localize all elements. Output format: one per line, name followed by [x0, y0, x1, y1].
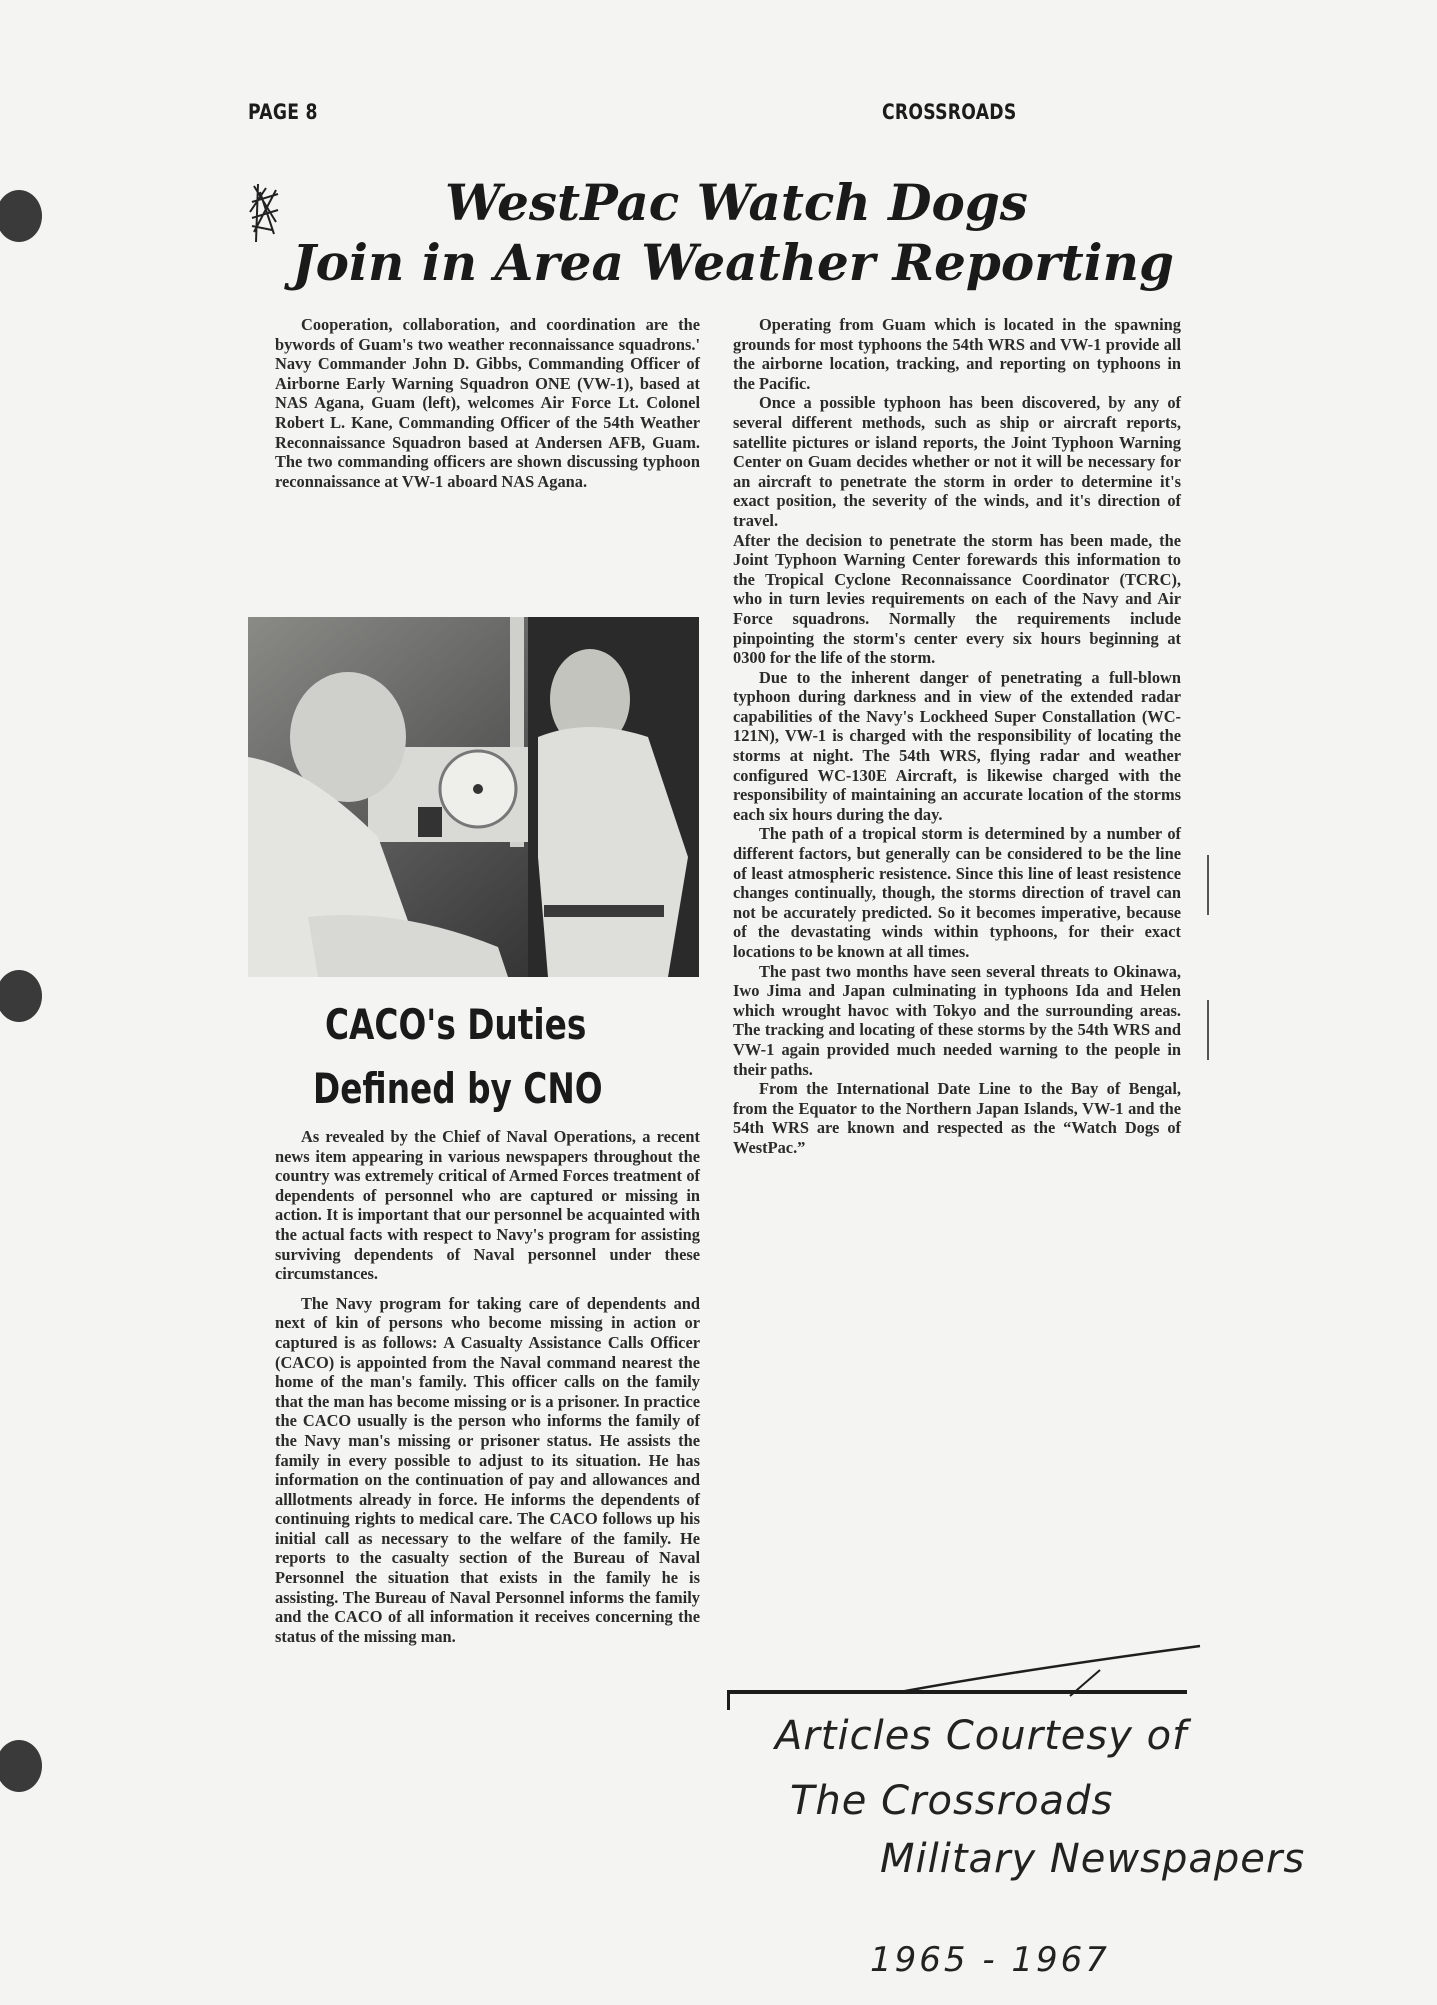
headline-line-2: Join in Area Weather Reporting	[292, 233, 1174, 292]
scribble-mark-icon	[248, 182, 282, 252]
margin-mark	[1207, 855, 1209, 915]
article-paragraph: The past two months have seen several threats to Okinawa, Iwo Jima and Japan culminating in typhoons Ida and Helen which wrought havoc with Tokyo and the surrounding areas. The tracking and locating of these storms by the 54th WRS and VW-1 again provided much needed warning to the people in their paths.	[733, 961, 1181, 1079]
article-paragraph: As revealed by the Chief of Naval Operations, a recent news item appearing in various newspapers throughout the country was extremely critical of Armed Forces treatment of dependents of personnel who are captured or missing in action. It is important that our personnel be acquainted with the actual facts with respect to Navy's program for assisting surviving dependents of Naval personnel under these circumstances.	[275, 1127, 700, 1284]
photo-caption: Cooperation, collaboration, and coordination are the bywords of Guam's two weather reconnaissance squadrons.' Navy Commander John D. Gibbs, Commanding Officer of Airborne Early Warning Squadron ONE (VW-1), based at NAS Agana, Guam (left), welcomes Air Force Lt. Colonel Robert L. Kane, Commanding Officer of the 54th Weather Reconnaissance Squadron based at Andersen AFB, Guam. The two commanding officers are shown discussing typhoon reconnaissance at VW-1 aboard NAS Agana.	[275, 315, 700, 491]
handwritten-note-line-2: The Crossroads	[790, 1778, 1114, 1824]
page-number: PAGE 8	[248, 100, 318, 124]
article-paragraph: The Navy program for taking care of dependents and next of kin of persons who become missing in action or captured is as follows: A Casualty Assistance Calls Officer (CACO) is appointed from the Naval command nearest the home of the man's family. This officer calls on the family that the man has become missing or is a prisoner. In practice the CACO usually is the person who informs the family of the Navy man's missing or prisoner status. He assists the family in every possible to adjust to its situation. He has information on the continuation of pay and allowances and alllotments already in force. He informs the dependents of continuing rights to medical care. The CACO follows up his initial call as necessary to the welfare of the family. He reports to the casualty section of the Bureau of Naval Personnel the situation that exists in the family he is assisting. The Bureau of Naval Personnel informs the family and the CACO of all information it receives concerning the status of the missing man.	[275, 1293, 700, 1646]
article-paragraph: Once a possible typhoon has been discovered, by any of several different methods, such as ship or aircraft reports, satellite pictures or island reports, the Joint Typhoon Warning Center on Guam decides whether or not it will be necessary for an aircraft to penetrate the storm in order to determine it's exact position, the severity of the winds, and it's direction of travel.	[733, 393, 1181, 530]
article-paragraph: After the decision to penetrate the storm has been made, the Joint Typhoon Warning Center forewards this information to the Tropical Cyclone Reconnaissance Coordinator (TCRC), who in turn levies requirements on each of the Navy and Air Force squadrons. Normally the requirements include pinpointing the storm's center every six hours beginning at 0300 for the life of the storm.	[733, 530, 1181, 668]
photo-caption-column	[275, 315, 700, 491]
binder-punch-hole	[0, 190, 42, 242]
end-of-article-rule	[727, 1690, 1187, 1694]
binder-punch-hole	[0, 1740, 42, 1792]
caco-article-body	[275, 1127, 700, 1646]
handwritten-note-line-1: Articles Courtesy of	[775, 1713, 1188, 1759]
article-photo	[248, 617, 699, 977]
caco-headline-line-1: CACO's Duties	[325, 1000, 587, 1049]
caco-headline-line-2: Defined by CNO	[313, 1064, 603, 1113]
article-paragraph: From the International Date Line to the Bay of Bengal, from the Equator to the Northern Japan Islands, VW-1 and the 54th WRS are known and respected as the “Watch Dogs of WestPac.”	[733, 1079, 1181, 1157]
handwritten-note-line-3: Military Newspapers	[880, 1836, 1306, 1882]
handwritten-years: 1965 - 1967	[870, 1940, 1110, 1980]
binder-punch-hole	[0, 970, 42, 1022]
main-article-body	[733, 315, 1181, 1158]
margin-mark	[1207, 1000, 1209, 1060]
end-of-article-rule-tick	[727, 1690, 730, 1710]
article-paragraph: Operating from Guam which is located in the spawning grounds for most typhoons the 54th WRS and VW-1 provide all the airborne location, tracking, and reporting on typhoons in the Pacific.	[733, 315, 1181, 393]
article-paragraph: The path of a tropical storm is determined by a number of different factors, but generally can be considered to be the line of least atmospheric resistence. Since this line of least resistence changes continually, though, the storms direction of travel can not be accurately predicted. So it becomes imperative, because of the devastating winds within typhoons, for their exact locations to be known at all times.	[733, 824, 1181, 961]
headline-line-1: WestPac Watch Dogs	[445, 173, 1028, 232]
officers-photo-image	[248, 617, 699, 977]
publication-name: CROSSROADS	[882, 100, 1017, 124]
article-paragraph: Due to the inherent danger of penetrating a full-blown typhoon during darkness and in view of the extended radar capabilities of the Navy's Lockheed Super Constallation (WC-121N), VW-1 is charged with the responsibility of locating the storms at night. The 54th WRS, flying radar and weather configured WC-130E Aircraft, is likewise charged with the responsibility of maintaining an accurate location of the storms each six hours during the day.	[733, 667, 1181, 824]
